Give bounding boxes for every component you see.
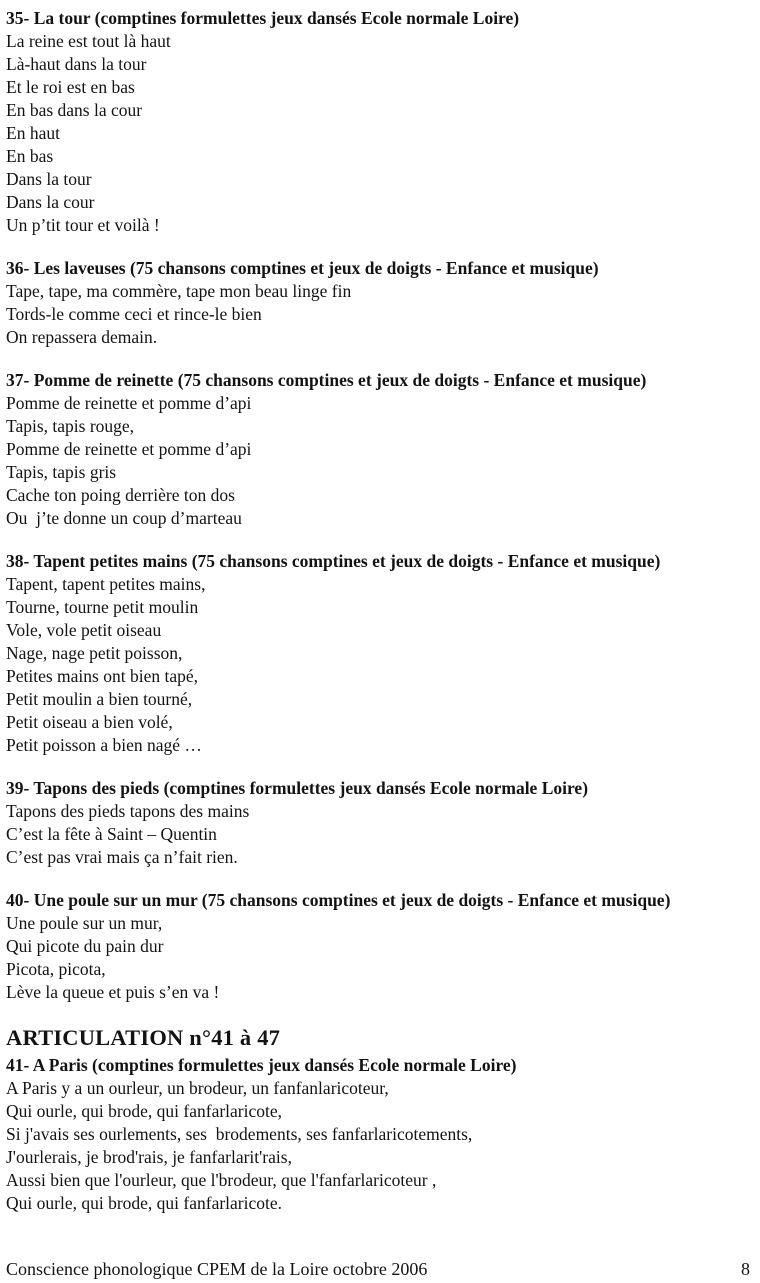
section-heading: 37- Pomme de reinette (75 chansons comptines et jeux de doigts - Enfance et musique) [6,370,647,390]
lyric-line: On repassera demain. [6,327,158,347]
section-heading: 38- Tapent petites mains (75 chansons comptines et jeux de doigts - Enfance et musique) [6,551,661,571]
section-heading: 39- Tapons des pieds (comptines formulettes jeux dansés Ecole normale Loire) [6,778,589,798]
lyric-line: Dans la cour [6,192,95,212]
lyric-line: Qui picote du pain dur [6,936,164,956]
footer-title: Conscience phonologique CPEM de la Loire octobre 2006 [6,1259,428,1279]
section-40-une-poule-sur-un-mur [6,889,752,1004]
lyric-line: Petit oiseau a bien volé, [6,712,173,732]
lyric-line: Petit poisson a bien nagé … [6,735,202,755]
lyric-line: Ou j’te donne un coup d’marteau [6,508,242,528]
lyric-line: Un p’tit tour et voilà ! [6,215,160,235]
lyric-line: Tapons des pieds tapons des mains [6,801,250,821]
section-heading: 41- A Paris (comptines formulettes jeux dansés Ecole normale Loire) [6,1055,517,1075]
section-heading: 36- Les laveuses (75 chansons comptines et jeux de doigts - Enfance et musique) [6,258,599,278]
page-footer [6,1258,750,1280]
lyric-line: En haut [6,123,60,143]
lyric-line: Pomme de reinette et pomme d’api [6,439,252,459]
lyric-line: Et le roi est en bas [6,77,135,97]
section-38-tapent-petites-mains [6,550,752,757]
lyric-line: A Paris y a un ourleur, un brodeur, un fanfanlaricoteur, [6,1078,389,1098]
section-heading: 35- La tour (comptines formulettes jeux dansés Ecole normale Loire) [6,8,520,28]
section-36-les-laveuses [6,257,752,349]
lyric-line: Petites mains ont bien tapé, [6,666,198,686]
lyric-line: Pomme de reinette et pomme d’api [6,393,252,413]
lyric-line: Qui ourle, qui brode, qui fanfarlaricote. [6,1193,283,1213]
section-35-la-tour [6,7,752,237]
lyric-line: Vole, vole petit oiseau [6,620,162,640]
lyric-line: C’est la fête à Saint – Quentin [6,824,217,844]
lyric-line: Si j'avais ses ourlements, ses brodements, ses fanfarlaricotements, [6,1124,473,1144]
lyric-line: C’est pas vrai mais ça n’fait rien. [6,847,238,867]
lyric-line: Cache ton poing derrière ton dos [6,485,235,505]
lyric-line: Tapent, tapent petites mains, [6,574,206,594]
lyric-line: J'ourlerais, je brod'rais, je fanfarlarit'rais, [6,1147,292,1167]
page-number: 8 [741,1259,750,1279]
lyric-line: La reine est tout là haut [6,31,171,51]
lyric-line: Aussi bien que l'ourleur, que l'brodeur, que l'fanfarlaricoteur , [6,1170,437,1190]
lyric-line: Nage, nage petit poisson, [6,643,183,663]
section-heading: 40- Une poule sur un mur (75 chansons comptines et jeux de doigts - Enfance et musique) [6,890,671,910]
lyric-line: Petit moulin a bien tourné, [6,689,193,709]
lyric-line: Tapis, tapis rouge, [6,416,135,436]
lyric-line: Là-haut dans la tour [6,54,147,74]
lyric-line: Tape, tape, ma commère, tape mon beau linge fin [6,281,352,301]
lyric-line: En bas dans la cour [6,100,143,120]
section-39-tapons-des-pieds [6,777,752,869]
chapter-heading-articulation: ARTICULATION n°41 à 47 [6,1025,281,1050]
lyric-line: Picota, picota, [6,959,106,979]
lyric-line: Tourne, tourne petit moulin [6,597,199,617]
lyric-line: Une poule sur un mur, [6,913,163,933]
lyric-line: Tords-le comme ceci et rince-le bien [6,304,262,324]
lyric-line: Dans la tour [6,169,92,189]
section-37-pomme-de-reinette [6,369,752,530]
lyric-line: Lève la queue et puis s’en va ! [6,982,220,1002]
lyric-line: Tapis, tapis gris [6,462,117,482]
section-41-a-paris [6,1054,752,1215]
lyric-line: En bas [6,146,54,166]
lyric-line: Qui ourle, qui brode, qui fanfarlaricote, [6,1101,283,1121]
